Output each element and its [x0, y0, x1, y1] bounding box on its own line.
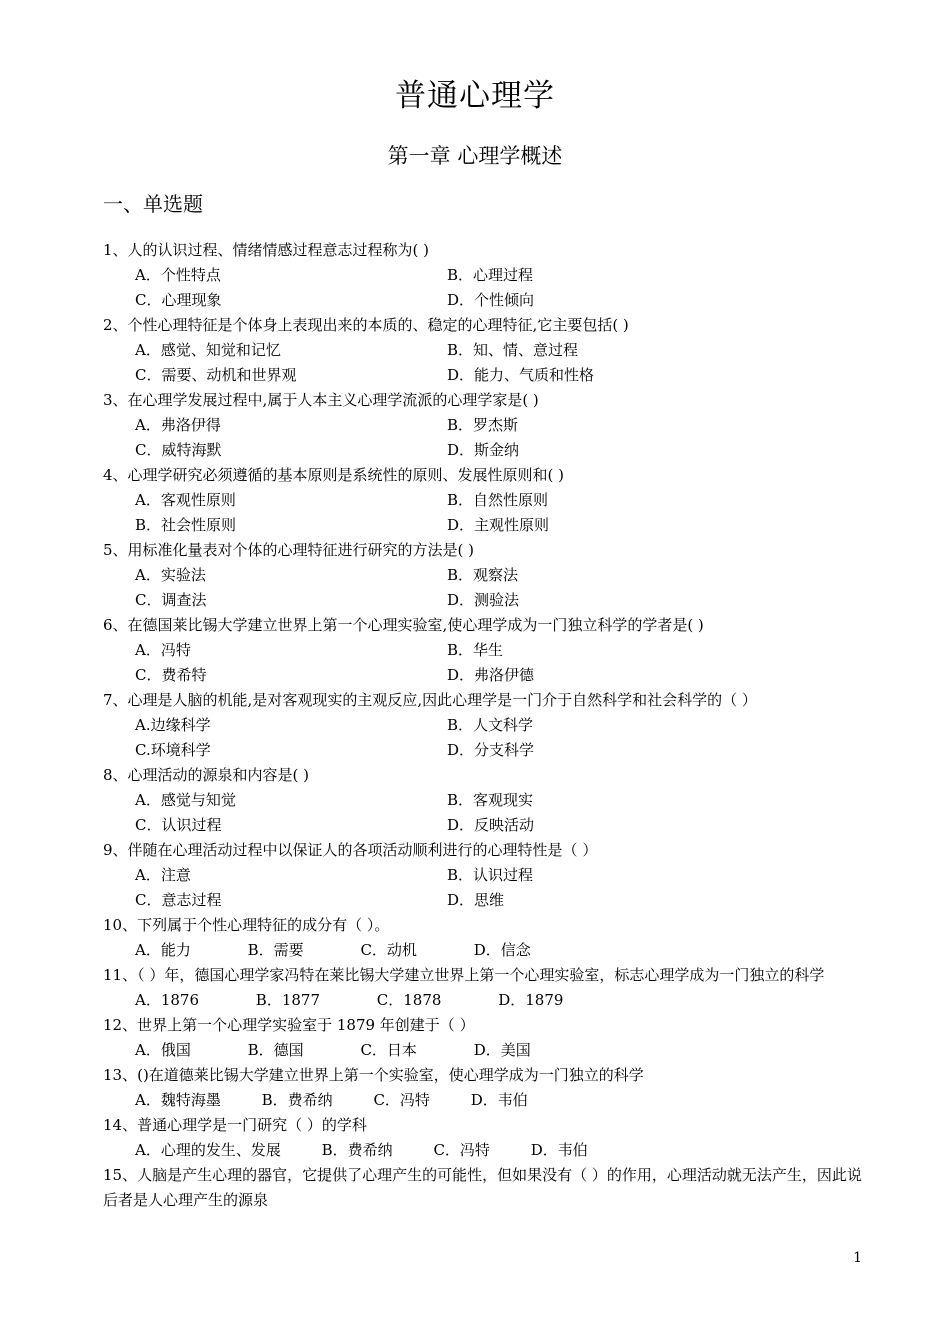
question-stem: 9、伴随在心理活动过程中以保证人的各项活动顺利进行的心理特性是（ ）: [103, 841, 598, 859]
option-grid: [103, 713, 863, 763]
option-grid: [103, 488, 863, 538]
option: D．斯金纳: [447, 441, 520, 459]
option: A．冯特: [135, 641, 191, 659]
question: [103, 238, 863, 313]
option: C．心理现象: [135, 291, 222, 309]
option: C．费希特: [135, 666, 207, 684]
option: D．1879: [498, 991, 564, 1009]
option: D．信念: [473, 941, 531, 959]
option-grid: [103, 263, 863, 313]
option: D．能力、气质和性格: [447, 366, 595, 384]
option: B．人文科学: [447, 716, 534, 734]
option: A．个性特点: [135, 266, 221, 284]
question: [103, 688, 863, 763]
option: B．德国: [247, 1041, 304, 1059]
question: [103, 913, 863, 963]
question: [103, 1163, 863, 1213]
page-number: 1: [853, 1250, 862, 1266]
option: D．弗洛伊德: [447, 666, 535, 684]
option-grid: [103, 788, 863, 838]
option: A．1876: [135, 991, 200, 1009]
option: B．客观现实: [447, 791, 534, 809]
option-grid: [103, 413, 863, 463]
option: D．分支科学: [447, 741, 535, 759]
option: D．韦伯: [530, 1141, 588, 1159]
option: B．费希纳: [261, 1091, 333, 1109]
option: A．感觉与知觉: [135, 791, 236, 809]
option: D．思维: [447, 891, 505, 909]
question: [103, 1063, 863, 1113]
document-title: 普通心理学: [395, 78, 555, 114]
option: A．俄国: [135, 1041, 191, 1059]
option-row: [103, 988, 863, 1013]
question: [103, 1113, 863, 1163]
option: A．客观性原则: [135, 491, 236, 509]
question: [103, 613, 863, 688]
question: [103, 838, 863, 913]
option: B．知、情、意过程: [447, 341, 579, 359]
option-grid: [103, 863, 863, 913]
option: C．冯特: [373, 1091, 430, 1109]
option: B．华生: [447, 641, 504, 659]
option: B．观察法: [447, 566, 519, 584]
option: C．动机: [360, 941, 417, 959]
question-stem: 6、在德国莱比锡大学建立世界上第一个心理实验室,使心理学成为一门独立科学的学者是( ): [103, 616, 704, 634]
question-stem: 11、（ ）年，德国心理学家冯特在莱比锡大学建立世界上第一个心理实验室，标志心理学成为一门独立的科学: [103, 966, 825, 984]
question-stem: 4、心理学研究必须遵循的基本原则是系统性的原则、发展性原则和( ): [103, 466, 565, 484]
option: A．心理的发生、发展: [135, 1141, 281, 1159]
option: C．需要、动机和世界观: [135, 366, 297, 384]
option: C．日本: [360, 1041, 417, 1059]
question-stem: 14、普通心理学是一门研究（ ）的学科: [103, 1116, 367, 1134]
option: A．弗洛伊得: [135, 416, 221, 434]
option-row: [103, 938, 863, 963]
option: B．罗杰斯: [447, 416, 519, 434]
option: D．个性倾向: [447, 291, 535, 309]
option: B．认识过程: [447, 866, 534, 884]
option: C．调查法: [135, 591, 207, 609]
question-stem: 10、下列属于个性心理特征的成分有（ ）。: [103, 916, 390, 934]
question-stem: 15、人脑是产生心理的器官，它提供了心理产生的可能性，但如果没有（ ）的作用，心理活动就无法产生，因此说后者是人心理产生的源泉: [103, 1166, 862, 1209]
option-row: [103, 1038, 863, 1063]
question-stem: 7、心理是人脑的机能,是对客观现实的主观反应,因此心理学是一门介于自然科学和社会科学的（ ）: [103, 691, 757, 709]
option: D．测验法: [447, 591, 520, 609]
option: C．1878: [376, 991, 442, 1009]
question-stem: 13、()在道德莱比锡大学建立世界上第一个实验室，使心理学成为一门独立的科学: [103, 1066, 644, 1084]
option: B．心理过程: [447, 266, 534, 284]
option: A．注意: [135, 866, 191, 884]
option: B．1877: [255, 991, 320, 1009]
option: B．自然性原则: [447, 491, 549, 509]
question-list: [103, 238, 863, 1213]
option: D．反映活动: [447, 816, 535, 834]
question: [103, 763, 863, 838]
question: [103, 388, 863, 463]
question: [103, 1013, 863, 1063]
option: B．社会性原则: [135, 516, 237, 534]
question-stem: 8、心理活动的源泉和内容是( ): [103, 766, 310, 784]
option: B．费希纳: [321, 1141, 393, 1159]
option: A．魏特海墨: [135, 1091, 221, 1109]
option: B．需要: [247, 941, 304, 959]
option: A.边缘科学: [135, 716, 211, 734]
option-row: [103, 1088, 863, 1113]
question-stem: 5、用标准化量表对个体的心理特征进行研究的方法是( ): [103, 541, 475, 559]
question-stem: 12、世界上第一个心理学实验室于 1879 年创建于（ ）: [103, 1016, 475, 1034]
option: D．主观性原则: [447, 516, 550, 534]
option: C．威特海默: [135, 441, 222, 459]
option: D．韦伯: [470, 1091, 528, 1109]
option: A．感觉、知觉和记忆: [135, 341, 281, 359]
option: C．意志过程: [135, 891, 222, 909]
option-grid: [103, 563, 863, 613]
section-heading: 一、单选题: [103, 192, 203, 216]
option: C．冯特: [433, 1141, 490, 1159]
question: [103, 538, 863, 613]
question-stem: 2、个性心理特征是个体身上表现出来的本质的、稳定的心理特征,它主要包括( ): [103, 316, 629, 334]
option: C．认识过程: [135, 816, 222, 834]
question: [103, 463, 863, 538]
option: A．实验法: [135, 566, 206, 584]
option-grid: [103, 338, 863, 388]
option: A．能力: [135, 941, 191, 959]
question: [103, 963, 863, 1013]
option: D．美国: [473, 1041, 531, 1059]
question-stem: 1、人的认识过程、情绪情感过程意志过程称为( ): [103, 241, 430, 259]
question-stem: 3、在心理学发展过程中,属于人本主义心理学流派的心理学家是( ): [103, 391, 539, 409]
option: C.环境科学: [135, 741, 211, 759]
option-grid: [103, 638, 863, 688]
option-row: [103, 1138, 863, 1163]
chapter-heading: 第一章 心理学概述: [387, 144, 563, 168]
question: [103, 313, 863, 388]
